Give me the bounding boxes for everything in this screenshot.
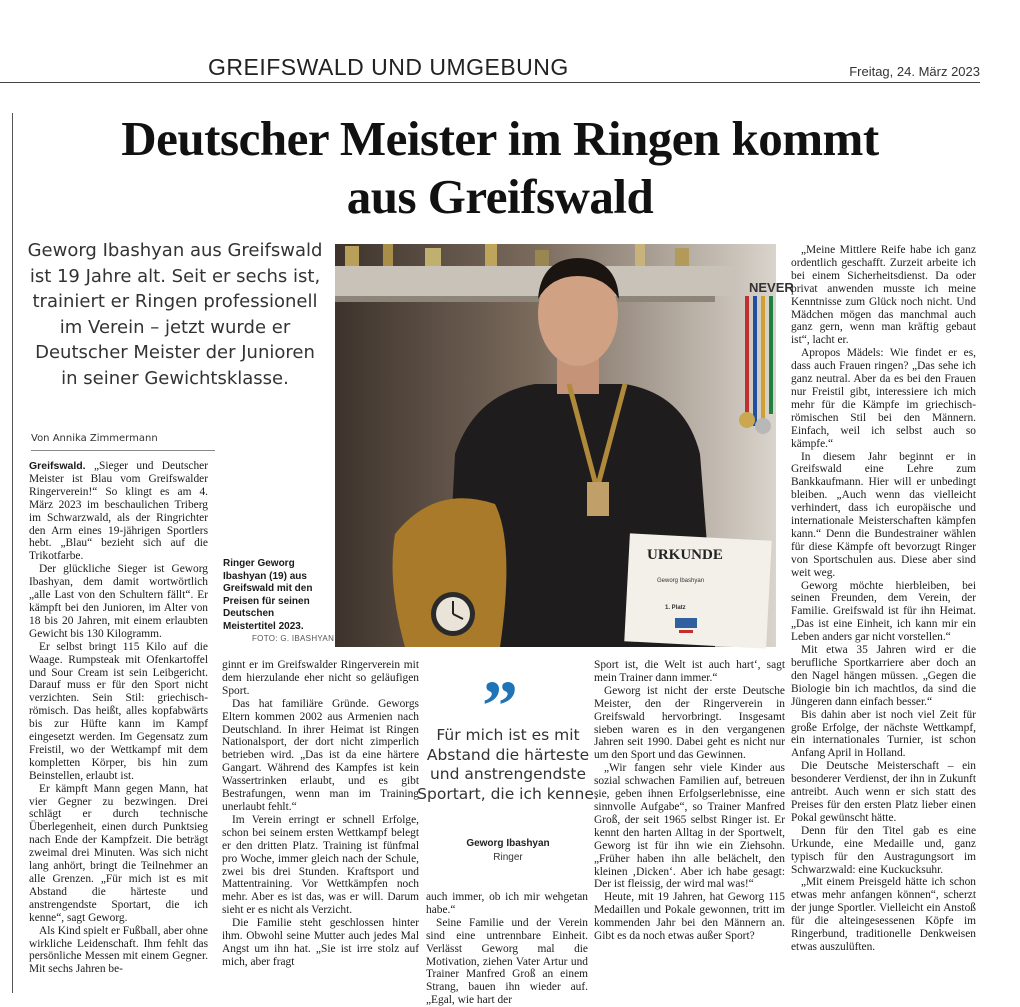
- paragraph: Als Kind spielt er Fußball, aber ohne wirkliche Leidenschaft. Ihm fehlt das persönliche Messen mit einem Gegner. Mit sechs Jahren be-: [29, 924, 208, 976]
- paragraph: Mit etwa 35 Jahren wird er die berufliche Sportkarriere aber doch an den Nagel hängen müssen. „Gegen die Biologie bin ich machtlos, da sind die Jüngeren dann einfach besser.“: [791, 644, 976, 708]
- quote-author-role: Ringer: [493, 852, 523, 863]
- paragraph: „Meine Mittlere Reife habe ich ganz ordentlich geschafft. Zurzeit arbeite ich bei einem Sicherheitsdienst. Da oder privat anwenden musste ich meine Kenntnisse zum Glück noch nicht. Und Mädchen mögen das manchmal auch ganz gern, wenn man kräftig gebaut ist“, lacht er.: [791, 244, 976, 347]
- dateline: Greifswald.: [29, 460, 86, 472]
- headline-line-2: aus Greifswald: [346, 169, 654, 224]
- photo-credit: FOTO: G. IBASHYAN: [252, 634, 335, 643]
- paragraph: ginnt er im Greifswalder Ringerverein mit dem hierzulande eher nicht so geläufigen Sport.: [222, 659, 419, 697]
- column-2: [222, 659, 419, 969]
- paragraph: Er kämpft Mann gegen Mann, hat vier Gegner zu bezwingen. Drei schlägt er durch technische Überlegenheit, einen durch Punktsieg nach Ende der Kampfzeit. Die beträgt zweimal drei Minuten. Was sich nicht lang anhört, bringt die Teilnehmer an alle Grenzen. „Für mich ist es mit Abstand die härteste und anstrengendste Sportart, die ich kenne“, sagt Geworg.: [29, 782, 208, 924]
- column-4: [594, 659, 785, 943]
- column-1: [29, 460, 208, 976]
- author-byline: Von Annika Zimmermann: [31, 433, 158, 444]
- svg-text:NEVER: NEVER: [749, 280, 794, 295]
- paragraph: Das hat familiäre Gründe. Geworgs Eltern kommen 2002 aus Armenien nach Deutschland. In ihrer Heimat ist Ringen Nationalsport, der dort nicht zimperlich betrieben wird. „Das ist da eine härtere Gangart. Während des Kampfes ist kein Wassertrinken erlaubt, und es gibt Bestrafungen, wenn man im Training unerlaubt fehlt.“: [222, 697, 419, 813]
- column-5: [791, 244, 976, 954]
- paragraph: In diesem Jahr beginnt er in Greifswald eine Lehre zum Bankkaufmann. Hier will er unbedingt bleiben. „Auch wenn das vielleicht verhindert, dass ich europäische und internationale Meisterschaften kämpfen kann.“ Denn die Bundestrainer wählen für diese Kämpfe oft bevorzugt Ringer von Sportschulen aus. Diese aber sind weit weg.: [791, 450, 976, 579]
- quote-mark-icon: ”: [482, 666, 518, 746]
- paragraph: auch immer, ob ich mir wehgetan habe.“: [426, 891, 588, 916]
- svg-text:Geworg Ibashyan: Geworg Ibashyan: [657, 578, 705, 584]
- quote-author: Geworg Ibashyan: [466, 838, 550, 849]
- paragraph: Greifswald. „Sieger und Deutscher Meister ist Blau vom Greifswalder Ringerverein!“ So klingt es am 4. März 2023 im beschaulichen Triberg im Schwarzwald, als der Ringrichter den Arm eines 19-jährigen Sportlers hebt. „Blau“ bezieht sich auf die Trikotfarbe.: [29, 460, 208, 563]
- paragraph: Denn für den Titel gab es eine Urkunde, eine Medaille und, ganz typisch für den Austragungsort im Schwarzwald: eine Kuckucksuhr.: [791, 824, 976, 876]
- paragraph: Die Deutsche Meisterschaft – ein besonderer Verdienst, der ihn in Zukunft antreibt. Auch wenn er sich statt des Preises für den ersten Platz lieber einen Pokal gewünscht hätte.: [791, 760, 976, 824]
- paragraph: Seine Familie und der Verein sind eine untrennbare Einheit. Verlässt Geworg mal die Motivation, ziehen Vater Artur und Trainer Manfred Groß an einem Strang, bauen ihn wieder auf. „Egal, wie hart der: [426, 916, 588, 1007]
- margin-rule: [12, 113, 13, 993]
- paragraph: Bis dahin aber ist noch viel Zeit für große Erfolge, der nächste Wettkampf, ein internationales Turnier, ist schon Anfang April in Holland.: [791, 708, 976, 760]
- headline: [30, 110, 970, 226]
- paragraph: Geworg möchte hierbleiben, bei seinen Freunden, dem Verein, der Familie. Greifswald ist für ihn Heimat. „Das ist eine Einheit, ich kann mir ein Leben anders gar nicht vorstellen.“: [791, 579, 976, 644]
- svg-text:1. Platz: 1. Platz: [665, 605, 686, 611]
- photo-illustration: [335, 244, 794, 647]
- byline-rule: [31, 450, 215, 451]
- header-rule: [0, 82, 980, 83]
- paragraph: Der glückliche Sieger ist Geworg Ibashyan, dem damit wortwörtlich „alle Last von den Schultern fällt“. Er kämpft bei den Junioren, im Alter von 18 bis 20 Jahren, mit einem erlaubten Gewicht bis 130 Kilogramm.: [29, 563, 208, 640]
- paragraph: „Mit einem Preisgeld hätte ich schon etwas mehr anfangen können“, scherzt der junge Sportler. Vielleicht ein Anstoß für die alteingesessenen Köpfe im Ringerbund, traditionelle Denkweisen etwas auszulüften.: [791, 876, 976, 953]
- paragraph: Apropos Mädels: Wie findet er es, dass auch Frauen ringen? „Das sehe ich ganz neutral. Aber da es bei den Frauen nur Freistil gibt, interessiere ich mich mehr für die Kämpfe im griechisch-römischen Stil bei den Männern. Einfach, weil ich selbst auch so kämpfe.“: [791, 347, 976, 450]
- paragraph: Sport ist, die Welt ist auch hart‘, sagt mein Trainer dann immer.“: [594, 659, 785, 684]
- headline-line-1: Deutscher Meister im Ringen kommt: [121, 111, 879, 166]
- paragraph: Die Familie steht geschlossen hinter ihm. Obwohl seine Mutter auch jedes Mal Angst um ihn hat. „Sie ist irre stolz auf mich, aber fragt: [222, 917, 419, 968]
- issue-date: Freitag, 24. März 2023: [849, 64, 980, 79]
- section-title: GREIFSWALD UND UMGEBUNG: [208, 54, 569, 80]
- paragraph: Im Verein erringt er schnell Erfolge, schon bei seinem ersten Wettkampf belegt er den dritten Platz. Training ist fünfmal pro Woche, immer gleich nach der Schule, zwei bis drei Stunden. Kraftsport und Mattentraining. Vor Wettkämpfen noch mehr. Aber es ist das, was er will. Darum sieht er es nicht als Verzicht.: [222, 813, 419, 917]
- paragraph: Heute, mit 19 Jahren, hat Geworg 115 Medaillen und Pokale gewonnen, tritt im kommenden Jahr bei den Männern an. Gibt es da noch etwas außer Sport?: [594, 891, 785, 943]
- svg-text:URKUNDE: URKUNDE: [647, 547, 723, 563]
- certificate: [624, 533, 771, 648]
- pull-quote: Für mich ist es mit Abstand die härteste und anstrengendste Sportart, die ich kenne.: [417, 726, 599, 803]
- lead-text: Geworg Ibashyan aus Greifswald ist 19 Jahre alt. Seit er sechs ist, trainiert er Ringen professionell im Verein – jetzt wurde er Deutscher Meister der Junioren in seiner Gewichtsklasse.: [27, 240, 323, 389]
- photo-caption: Ringer Geworg Ibashyan (19) aus Greifswald mit den Preisen für seinen Deutschen Meistertitel 2023.: [223, 558, 313, 632]
- cuckoo-clock: [393, 498, 507, 647]
- paragraph: Er selbst bringt 115 Kilo auf die Waage. Rumpsteak mit Ofenkartoffel und Sour Cream ist sein Leibgericht. Darauf muss er für den Sport nicht verzichten. Sein Stil: griechisch-römisch. Das heißt, alles kopfabwärts bis zur Hüfte kann im Kampf eingesetzt werden. Im Gegensatz zum Freistil, wo der Wettkampf mit dem kompletten Körper, bis hin zum Beinstellen, erlaubt ist.: [29, 640, 208, 782]
- article-photo: [335, 244, 794, 647]
- column-3: [426, 891, 588, 1007]
- paragraph: Geworg ist nicht der erste Deutsche Meister, den der Ringerverein in Greifswald hervorbringt. Insgesamt sieben waren es in den vergangenen Jahren seit 1990. Dabei geht es nicht nur um den Sport und das Gewinnen.: [594, 684, 785, 762]
- paragraph: „Wir fangen sehr viele Kinder aus sozial schwachen Familien auf, betreuen sie, geben ihnen Erfolgserlebnisse, eine sinnvolle Aufgabe“, so Trainer Manfred Groß, der seit 1965 selbst Ringer ist. Er kennt den harten Alltag in der Sportwelt, Geworg ist für ihn wie ein Ziehsohn. „Früher haben ihn alle belächelt, den kleinen ‚Dicken‘. Aber ich habe gesagt: Der ist fleissig, der wird mal was!“: [594, 762, 785, 891]
